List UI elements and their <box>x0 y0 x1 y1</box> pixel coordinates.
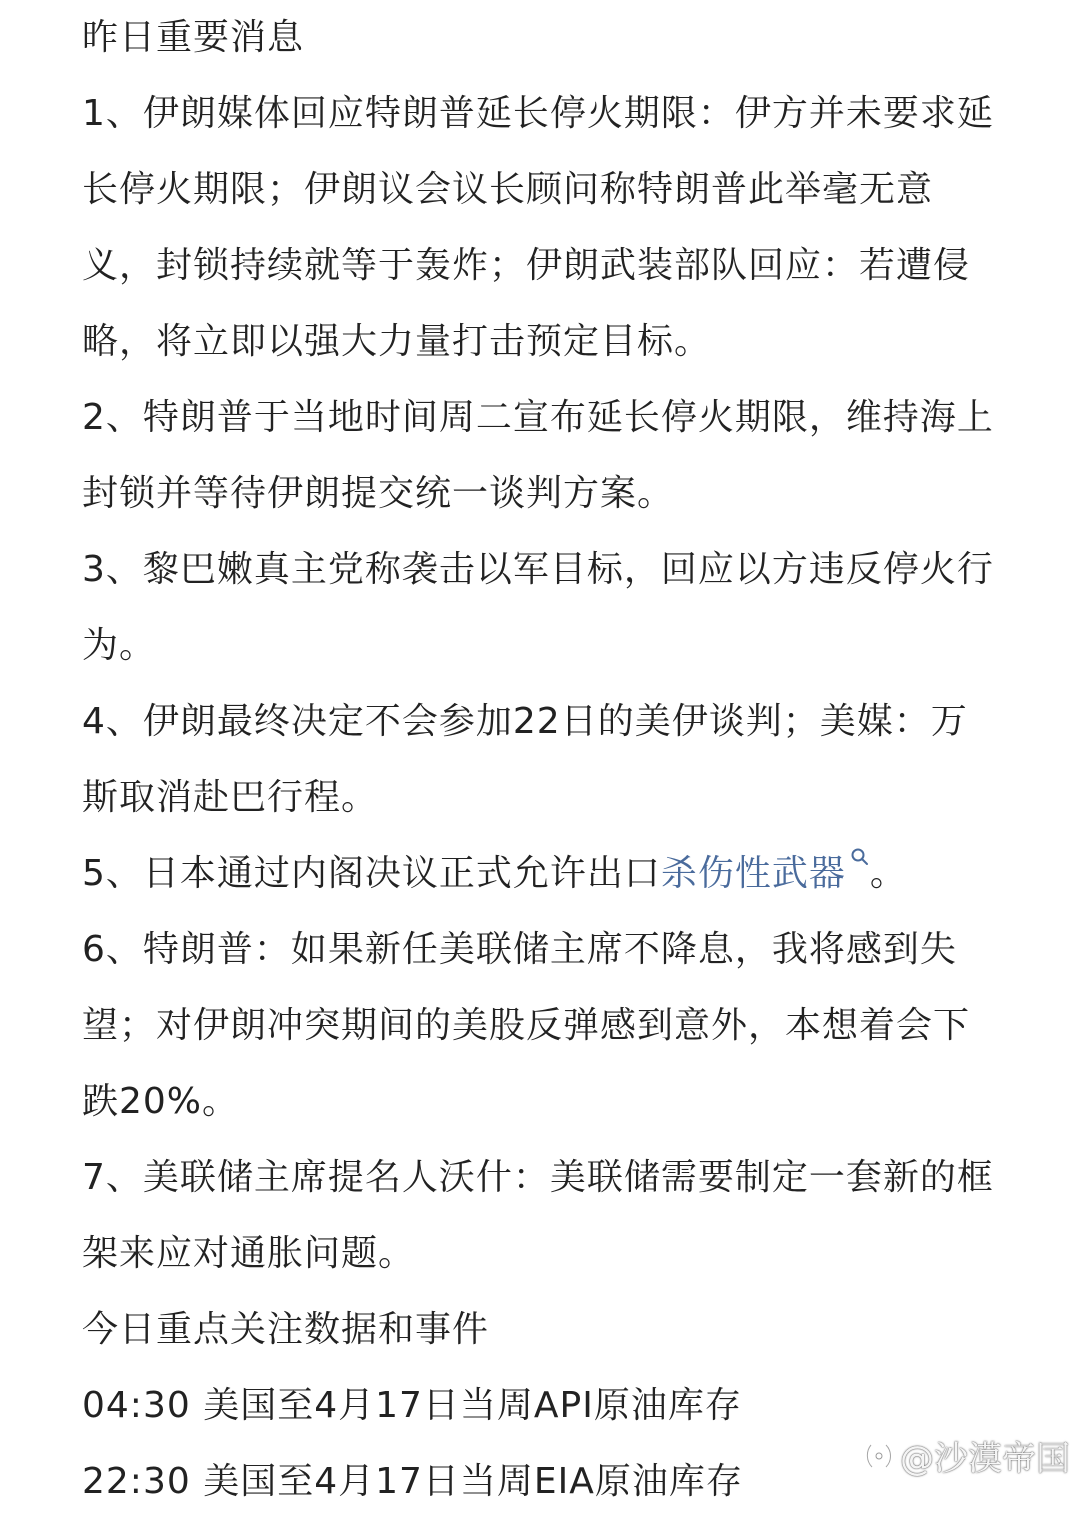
today-heading: 今日重点关注数据和事件 <box>82 1309 490 1350</box>
news-item-2: 2、特朗普于当地时间周二宣布延长停火期限，维持海上封锁并等待伊朗提交统一谈判方案。 <box>82 397 994 514</box>
search-link-lethal-weapons[interactable]: 杀伤性武器 <box>660 853 846 894</box>
event-row: 22:30 美国至4月17日当周EIA原油库存 <box>82 1461 743 1502</box>
event-row: 04:30 美国至4月17日当周API原油库存 <box>82 1385 742 1426</box>
zhihu-logo-icon <box>862 1439 896 1473</box>
news-item-5-suffix: 。 <box>869 853 907 894</box>
article-body <box>82 0 1000 1520</box>
watermark <box>862 1431 1070 1480</box>
yesterday-heading: 昨日重要消息 <box>82 17 305 58</box>
news-item-5-prefix: 5、日本通过内阁决议正式允许出口 <box>82 853 661 894</box>
news-item-1: 1、伊朗媒体回应特朗普延长停火期限：伊方并未要求延长停火期限；伊朗议会议长顾问称特朗普此举毫无意义，封锁持续就等于轰炸；伊朗武装部队回应：若遭侵略，将立即以强大力量打击预定目标。 <box>82 93 994 362</box>
news-item-4: 4、伊朗最终决定不会参加22日的美伊谈判；美媒：万斯取消赴巴行程。 <box>82 701 968 818</box>
news-item-5 <box>82 836 1000 912</box>
news-item-7: 7、美联储主席提名人沃什：美联储需要制定一套新的框架来应对通胀问题。 <box>82 1157 994 1274</box>
news-item-6: 6、特朗普：如果新任美联储主席不降息，我将感到失望；对伊朗冲突期间的美股反弹感到意外，本想着会下跌20%。 <box>82 929 971 1122</box>
search-icon[interactable] <box>850 847 870 867</box>
news-item-3: 3、黎巴嫩真主党称袭击以军目标，回应以方违反停火行为。 <box>82 549 994 666</box>
watermark-text: @沙漠帝国 <box>900 1439 1070 1479</box>
